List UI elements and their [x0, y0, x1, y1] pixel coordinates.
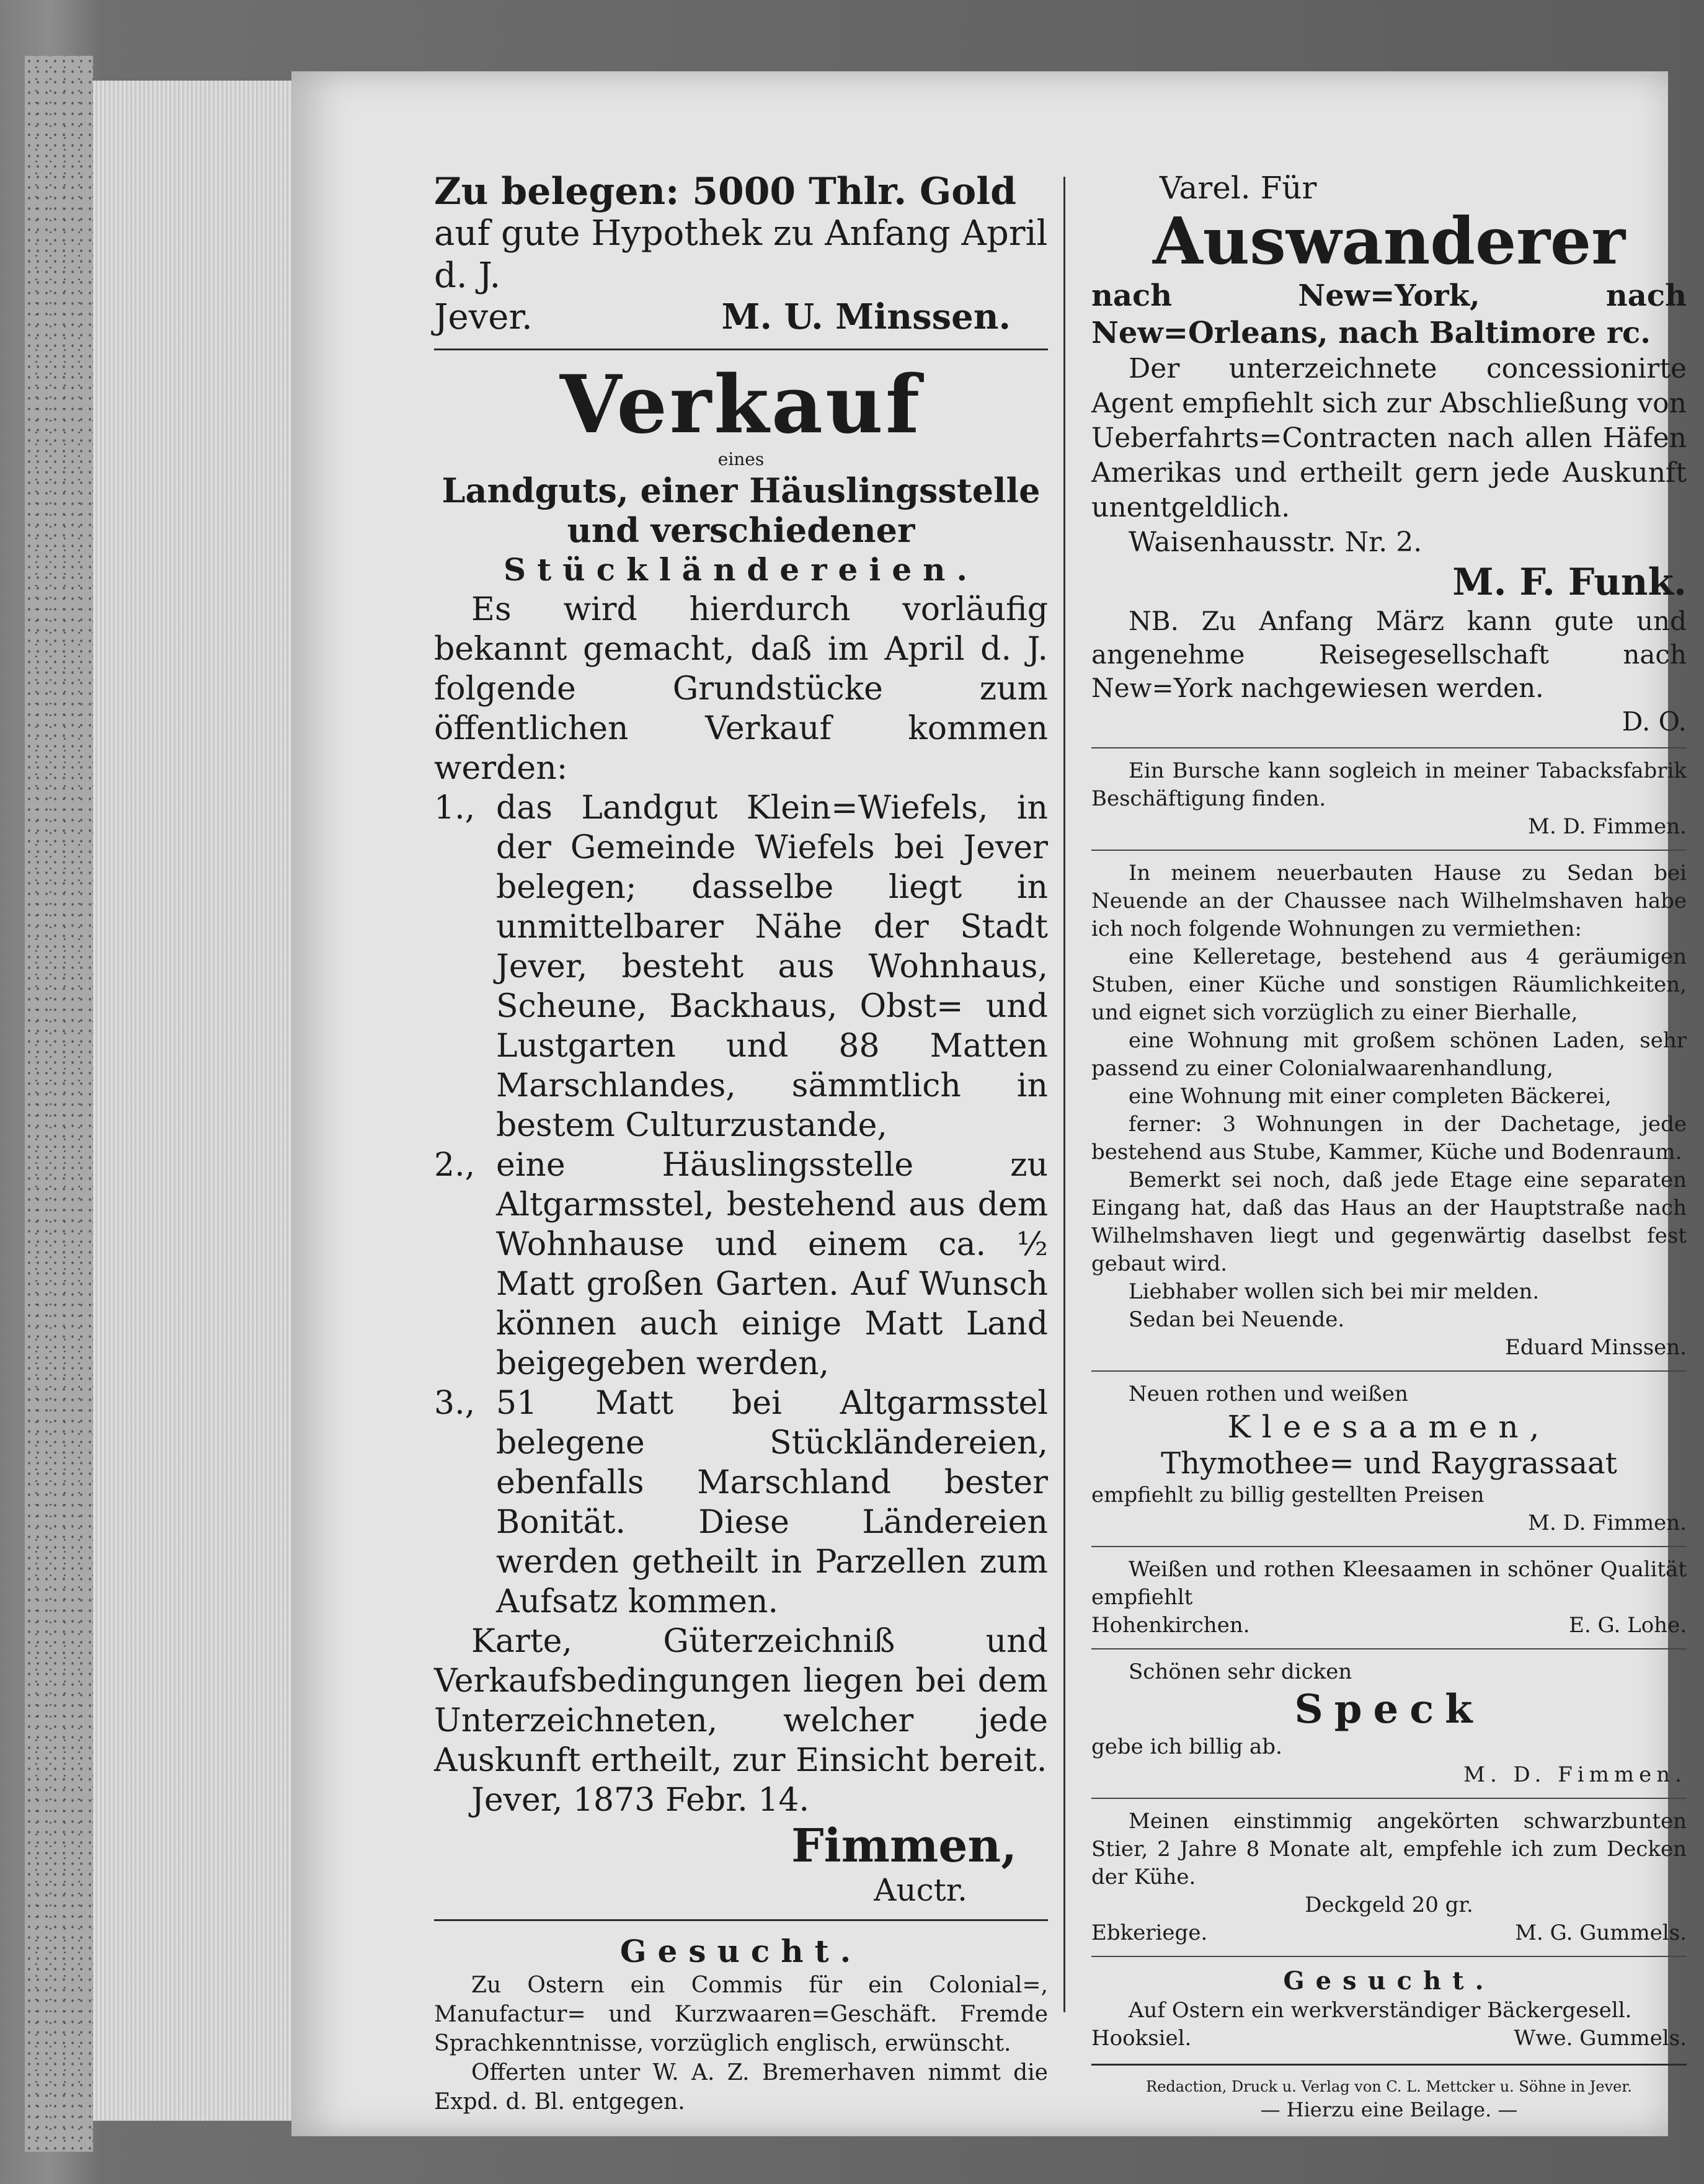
hause-l4: ferner: 3 Wohnungen in der Dachetage, jede bestehend aus Stube, Kammer, Küche und Bodenraum.: [1091, 1112, 1687, 1165]
hause-signer: Eduard Minssen.: [1505, 1335, 1687, 1360]
stier-place: Ebkeriege.: [1091, 1920, 1208, 1945]
verkauf-sub2: und verschiedener: [567, 510, 915, 550]
ad-hause: [1091, 859, 1687, 1362]
verkauf-title: Verkauf: [559, 358, 923, 451]
ad-klee: [1091, 1380, 1687, 1537]
bursche-signer: M. D. Fimmen.: [1528, 814, 1687, 839]
ad-verkauf: [434, 358, 1048, 1908]
gesucht-text2: Offerten unter W. A. Z. Bremerhaven nimmt die Expd. d. Bl. entgegen.: [434, 2060, 1048, 2115]
hause-l6: Liebhaber wollen sich bei mir melden.: [1129, 1279, 1540, 1304]
auswanderer-title: Auswanderer: [1152, 203, 1626, 279]
hause-l7: Sedan bei Neuende.: [1129, 1307, 1345, 1332]
item-text: 51 Matt bei Altgarmsstel belegene Stückländereien, ebenfalls Marschland bester Bonität. Diese Ländereien werden getheilt in Parzellen zum Aufsatz kommen.: [496, 1385, 1048, 1620]
verkauf-intro: Es wird hierdurch vorläufig bekannt gemacht, daß im April d. J. folgende Grundstücke zum öffentlichen Verkauf kommen werden:: [434, 591, 1048, 787]
hause-l1: eine Kelleretage, bestehend aus 4 geräumigen Stuben, einer Küche und sonstigen Räumlichkeiten, und eignet sich vorzüglich zu einer Bierhalle,: [1091, 944, 1687, 1025]
auswanderer-signer: M. F. Funk.: [1452, 561, 1687, 604]
divider: [1091, 1370, 1687, 1372]
verkauf-item-2: [434, 1145, 1048, 1383]
auswanderer-pre: Varel. Für: [1160, 170, 1317, 206]
gesucht2-signer: Wwe. Gummels.: [1514, 2026, 1687, 2051]
right-column: [1091, 171, 1687, 2123]
stier-deckgeld: Deckgeld 20 gr.: [1305, 1893, 1473, 1917]
divider: [434, 348, 1048, 350]
item-number: 3.,: [434, 1385, 476, 1422]
auswanderer-text: Der unterzeichnete concessionirte Agent empfiehlt sich zur Abschließung von Ueberfahrts=Contracten nach allen Häfen Amerikas und ertheilt gern jede Auskunft unentgeldlich.: [1091, 353, 1687, 523]
verkauf-eines: eines: [717, 449, 765, 469]
gesucht-title: Gesucht.: [619, 1933, 863, 1969]
speck-title: Speck: [1294, 1686, 1484, 1733]
klee-pre: Neuen rothen und weißen: [1129, 1382, 1408, 1406]
verkauf-signer: Fimmen,: [791, 1819, 1017, 1873]
left-column: [434, 171, 1048, 2116]
divider: [1091, 747, 1687, 748]
verkauf-title2: Auctr.: [874, 1872, 967, 1908]
klee-title: Kleesaamen,: [1227, 1409, 1551, 1445]
bursche-text: Ein Bursche kann sogleich in meiner Tabacksfabrik Beschäftigung finden.: [1091, 758, 1687, 811]
gesucht-text: Zu Ostern ein Commis für ein Colonial=, Manufactur= und Kurzwaaren=Geschäft. Fremde Sprachkenntnisse, vorzüglich englisch, erwünscht.: [434, 1973, 1048, 2056]
ad-gesucht2: [1091, 1966, 1687, 2053]
gesucht2-title: Gesucht.: [1283, 1966, 1495, 1995]
speck-text: gebe ich billig ab.: [1091, 1734, 1282, 1759]
hause-l5: Bemerkt sei noch, daß jede Etage eine separaten Eingang hat, daß das Haus an der Hauptstraße nach Wilhelmshaven liegt und gegenwärtig daselbst fest gebaut wird.: [1091, 1168, 1687, 1276]
divider: [434, 1919, 1048, 1921]
belegen-line1: Zu belegen: 5000 Thlr. Gold: [434, 170, 1017, 213]
item-number: 2.,: [434, 1147, 476, 1184]
verkauf-item-3: [434, 1383, 1048, 1622]
verkauf-closing: Karte, Güterzeichniß und Verkaufsbedingungen liegen bei dem Unterzeichneten, welcher jede Auskunft ertheilt, zur Einsicht bereit.: [434, 1623, 1048, 1779]
auswanderer-addr: Waisenhausstr. Nr. 2.: [1129, 526, 1422, 558]
beilage-note: — Hierzu eine Beilage. —: [1260, 2098, 1518, 2121]
auswanderer-dest: nach New=York, nach New=Orleans, nach Baltimore rc.: [1091, 278, 1687, 350]
klee2-place: Hohenkirchen.: [1091, 1613, 1250, 1638]
imprint: Redaction, Druck u. Verlag von C. L. Mettcker u. Söhne in Jever.: [1146, 2078, 1632, 2095]
speck-signer: M. D. Fimmen.: [1463, 1762, 1687, 1787]
gesucht2-text: Auf Ostern ein werkverständiger Bäckergesell.: [1129, 1998, 1632, 2023]
klee-signer: M. D. Fimmen.: [1528, 1511, 1687, 1535]
belegen-line3: d. J.: [434, 255, 501, 296]
footer: [1091, 2077, 1687, 2123]
item-text: das Landgut Klein=Wiefels, in der Gemeinde Wiefels bei Jever belegen; dasselbe liegt in unmittelbarer Nähe der Stadt Jever, besteht aus Wohnhaus, Scheune, Backhaus, Obst= und Lustgarten und 88 Matten Marschlandes, sämmtlich in bestem Culturzustande,: [496, 789, 1048, 1144]
divider: [1091, 1798, 1687, 1799]
divider: [1091, 2064, 1687, 2066]
column-divider: [1063, 177, 1065, 2012]
hause-l2: eine Wohnung mit großem schönen Laden, sehr passend zu einer Colonialwaarenhandlung,: [1091, 1028, 1687, 1081]
auswanderer-nb: NB. Zu Anfang März kann gute und angenehme Reisegesellschaft nach New=York nachgewiesen werden.: [1091, 606, 1687, 703]
book-cover-edge: [25, 56, 93, 2152]
klee-text: empfiehlt zu billig gestellten Preisen: [1091, 1483, 1484, 1507]
newspaper-page: [291, 71, 1687, 2136]
page-stack-edge: [93, 81, 298, 2121]
klee-sub: Thymothee= und Raygrassaat: [1161, 1446, 1617, 1481]
ad-speck: [1091, 1658, 1687, 1789]
belegen-signer: M. U. Minssen.: [721, 296, 1011, 337]
speck-pre: Schönen sehr dicken: [1129, 1659, 1352, 1684]
divider: [1091, 1956, 1687, 1957]
item-text: eine Häuslingsstelle zu Altgarmsstel, bestehend aus dem Wohnhause und einem ca. ½ Matt großen Garten. Auf Wunsch können auch einige Matt Land beigegeben werden,: [496, 1147, 1048, 1382]
hause-text: In meinem neuerbauten Hause zu Sedan bei Neuende an der Chaussee nach Wilhelmshaven habe ich noch folgende Wohnungen zu vermiethen:: [1091, 861, 1687, 941]
divider: [1091, 850, 1687, 851]
klee2-text: Weißen und rothen Kleesaamen in schöner Qualität empfiehlt: [1091, 1557, 1687, 1610]
verkauf-sub3: Stückländereien.: [504, 551, 978, 588]
belegen-place: Jever.: [434, 297, 533, 337]
verkauf-item-1: [434, 788, 1048, 1145]
verkauf-sub1: Landguts, einer Häuslingsstelle: [442, 471, 1041, 510]
ad-bursche: [1091, 757, 1687, 841]
klee2-signer: E. G. Lohe.: [1569, 1613, 1687, 1638]
belegen-line2: auf gute Hypothek zu Anfang April: [434, 213, 1048, 254]
ad-stier: [1091, 1808, 1687, 1947]
ad-belegen: [434, 171, 1048, 337]
stier-text: Meinen einstimmig angekörten schwarzbunten Stier, 2 Jahre 8 Monate alt, empfehle ich zum Decken der Kühe.: [1091, 1809, 1687, 1889]
auswanderer-nb-sign: D. O.: [1622, 706, 1687, 737]
gesucht2-place: Hooksiel.: [1091, 2026, 1192, 2051]
stier-signer: M. G. Gummels.: [1515, 1920, 1687, 1945]
item-number: 1.,: [434, 789, 476, 827]
ad-klee2: [1091, 1556, 1687, 1640]
divider: [1091, 1648, 1687, 1649]
hause-l3: eine Wohnung mit einer completen Bäckerei,: [1129, 1084, 1612, 1109]
verkauf-date: Jever, 1873 Febr. 14.: [471, 1782, 810, 1819]
divider: [1091, 1546, 1687, 1547]
ad-auswanderer: [1091, 171, 1687, 739]
ad-gesucht: [434, 1932, 1048, 2116]
